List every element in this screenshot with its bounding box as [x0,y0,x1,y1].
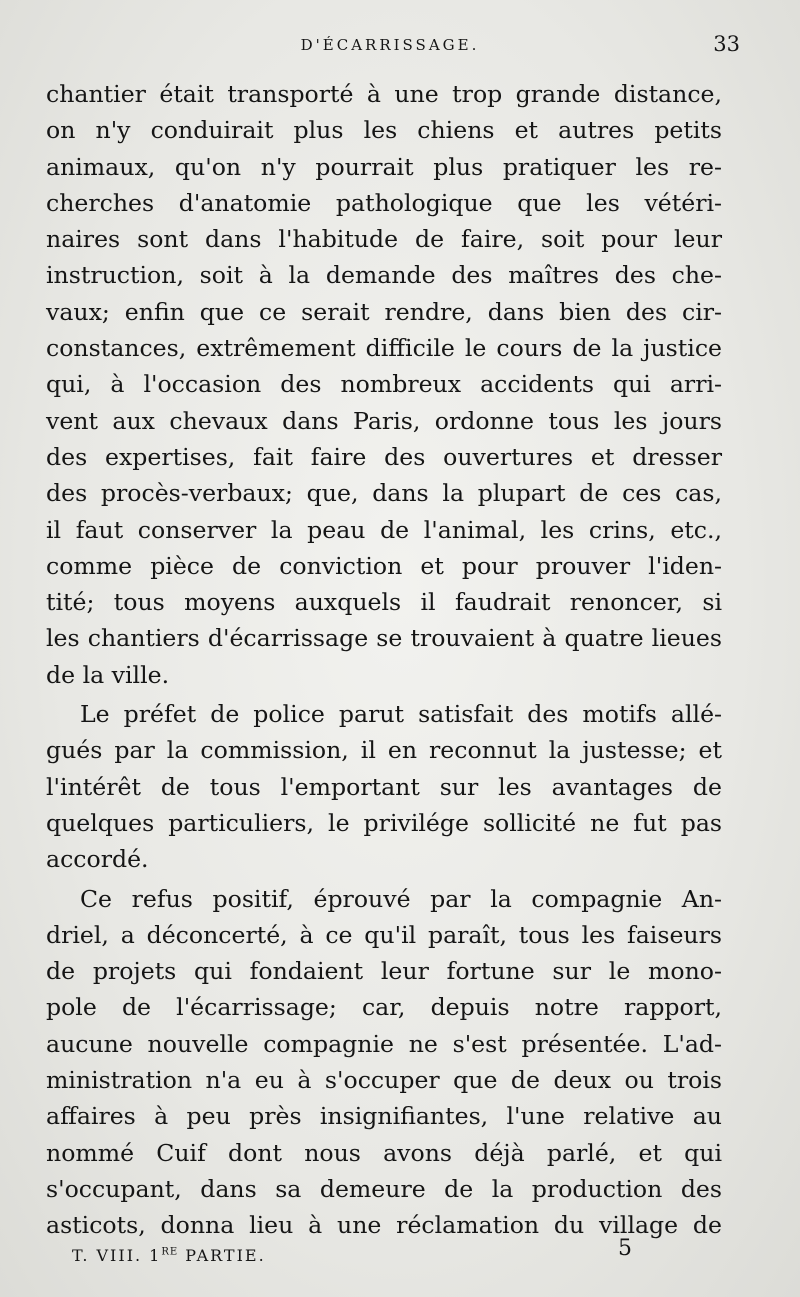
text-line: chantier était transporté à une trop grande distance, [46,80,722,108]
text-line: gués par la commission, il en reconnut la justesse; et [46,736,722,765]
text-line: de la ville. [46,660,170,689]
paragraph [46,76,722,693]
text-line: instruction, soit à la demande des maîtres des che- [46,261,722,290]
text-line: affaires à peu près insignifiantes, l'une relative au [46,1102,722,1131]
page-number: 33 [713,32,740,56]
text-line: des expertises, fait faire des ouvertures et dresser [46,442,722,471]
text-line: on n'y conduirait plus les chiens et autres petits [46,116,722,145]
sheet-number: 5 [618,1236,632,1261]
body-text [46,76,722,1244]
text-line: des procès-verbaux; que, dans la plupart de ces cas, [46,479,722,508]
text-line: l'intérêt de tous l'emportant sur les avantages de [46,772,722,801]
text-line: pole de l'écarrissage; car, depuis notre rapport, [46,993,722,1022]
text-line: vent aux chevaux dans Paris, ordonne tous les jours [46,406,722,435]
text-line: aucune nouvelle compagnie ne s'est présentée. L'ad- [46,1029,722,1058]
text-line: il faut conserver la peau de l'animal, les crins, etc., [46,515,722,544]
text-line: cherches d'anatomie pathologique que les vétéri- [46,188,722,217]
text-line: comme pièce de conviction et pour prouver l'iden- [46,551,722,580]
signature-superscript: RE [161,1246,179,1258]
text-line: Ce refus positif, éprouvé par la compagnie An- [80,884,722,913]
text-line: les chantiers d'écarrissage se trouvaient à quatre lieues [46,624,722,653]
text-line: quelques particuliers, le privilége sollicité ne fut pas [46,808,722,837]
text-line: vaux; enfin que ce serait rendre, dans bien des cir- [46,297,722,326]
text-line: s'occupant, dans sa demeure de la production des [46,1174,722,1203]
running-head: D'ÉCARRISSAGE. [300,36,480,54]
signature-tail: PARTIE. [178,1246,266,1265]
signature-text: T. VIII. 1 [72,1246,162,1265]
text-line: accordé. [46,845,149,874]
text-line: naires sont dans l'habitude de faire, soit pour leur [46,225,722,254]
text-line: constances, extrêmement difficile le cours de la justice [46,334,722,363]
text-line: asticots, donna lieu à une réclamation du village de [46,1211,722,1240]
page-header [40,32,740,62]
text-line: de projets qui fondaient leur fortune sur le mono- [46,957,722,986]
paragraph [46,881,722,1244]
paragraph [46,696,722,877]
text-line: ministration n'a eu à s'occuper que de deux ou trois [46,1066,722,1095]
signature-mark [72,1246,266,1265]
text-line: animaux, qu'on n'y pourrait plus pratiquer les re- [46,152,722,181]
text-line: nommé Cuif dont nous avons déjà parlé, et qui [46,1138,722,1167]
text-line: driel, a déconcerté, à ce qu'il paraît, tous les faiseurs [46,920,722,949]
text-line: tité; tous moyens auxquels il faudrait renoncer, si [46,588,722,617]
text-line: Le préfet de police parut satisfait des motifs allé- [80,700,722,729]
text-line: qui, à l'occasion des nombreux accidents qui arri- [46,370,722,399]
page-footer [72,1236,632,1276]
